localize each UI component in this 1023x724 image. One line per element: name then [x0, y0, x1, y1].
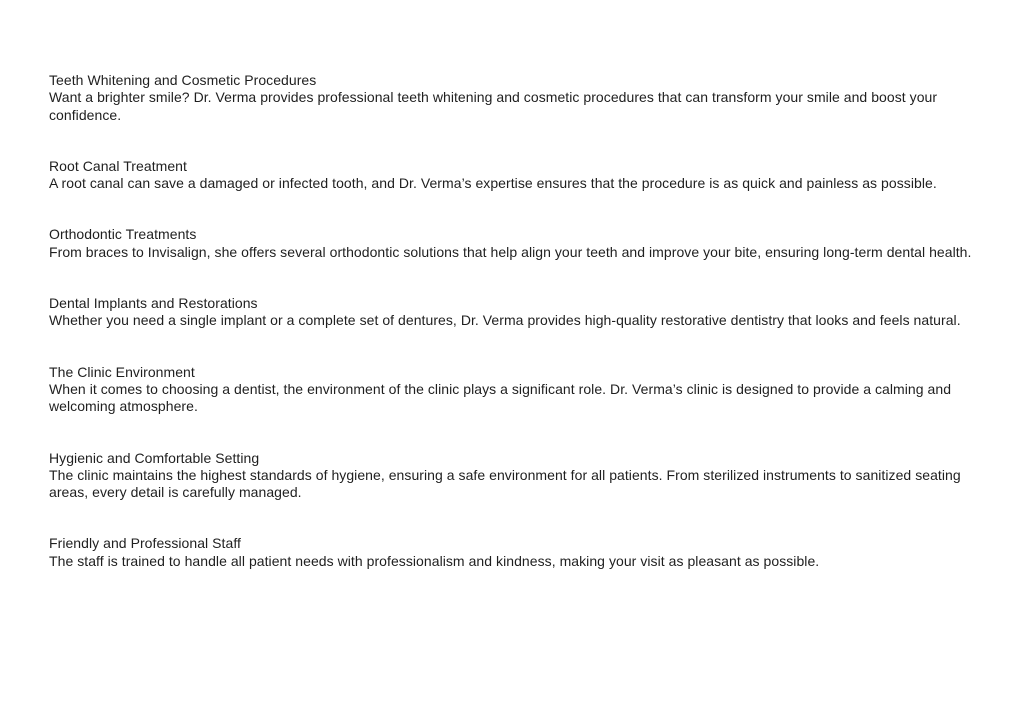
section-body: From braces to Invisalign, she offers several orthodontic solutions that help align your teeth and improve your bite, ensuring long-term dental health.: [49, 243, 972, 260]
section-title: Dental Implants and Restorations: [49, 295, 258, 312]
section-body: When it comes to choosing a dentist, the environment of the clinic plays a significant role. Dr. Verma’s clinic is designed to provide a calming and welcoming atmosphere.: [49, 380, 952, 415]
section-body: Want a brighter smile? Dr. Verma provides professional teeth whitening and cosmetic procedures that can transform your smile and boost your confidence.: [49, 89, 938, 123]
section-clinic-environment: [49, 364, 979, 416]
section-teeth-whitening: [49, 72, 979, 124]
section-dental-implants: [49, 295, 979, 330]
section-body: The staff is trained to handle all patient needs with professionalism and kindness, making your visit as pleasant as possible.: [49, 552, 820, 569]
section-title: Friendly and Professional Staff: [49, 535, 241, 552]
section-title: Orthodontic Treatments: [49, 226, 197, 243]
section-title: The Clinic Environment: [49, 363, 195, 380]
section-title: Root Canal Treatment: [49, 157, 187, 174]
section-hygienic-setting: [49, 450, 979, 502]
section-root-canal: [49, 158, 979, 193]
document-page: [49, 72, 979, 604]
section-body: A root canal can save a damaged or infected tooth, and Dr. Verma’s expertise ensures that the procedure is as quick and painless as possible.: [49, 175, 937, 192]
section-body: The clinic maintains the highest standards of hygiene, ensuring a safe environment for all patients. From sterilized instruments to sanitized seating areas, every detail is carefully managed.: [49, 466, 961, 501]
section-orthodontic: [49, 226, 979, 261]
section-title: Hygienic and Comfortable Setting: [49, 449, 260, 466]
section-title: Teeth Whitening and Cosmetic Procedures: [49, 72, 317, 88]
section-professional-staff: [49, 535, 979, 570]
section-body: Whether you need a single implant or a complete set of dentures, Dr. Verma provides high-quality restorative dentistry that looks and feels natural.: [49, 312, 961, 329]
